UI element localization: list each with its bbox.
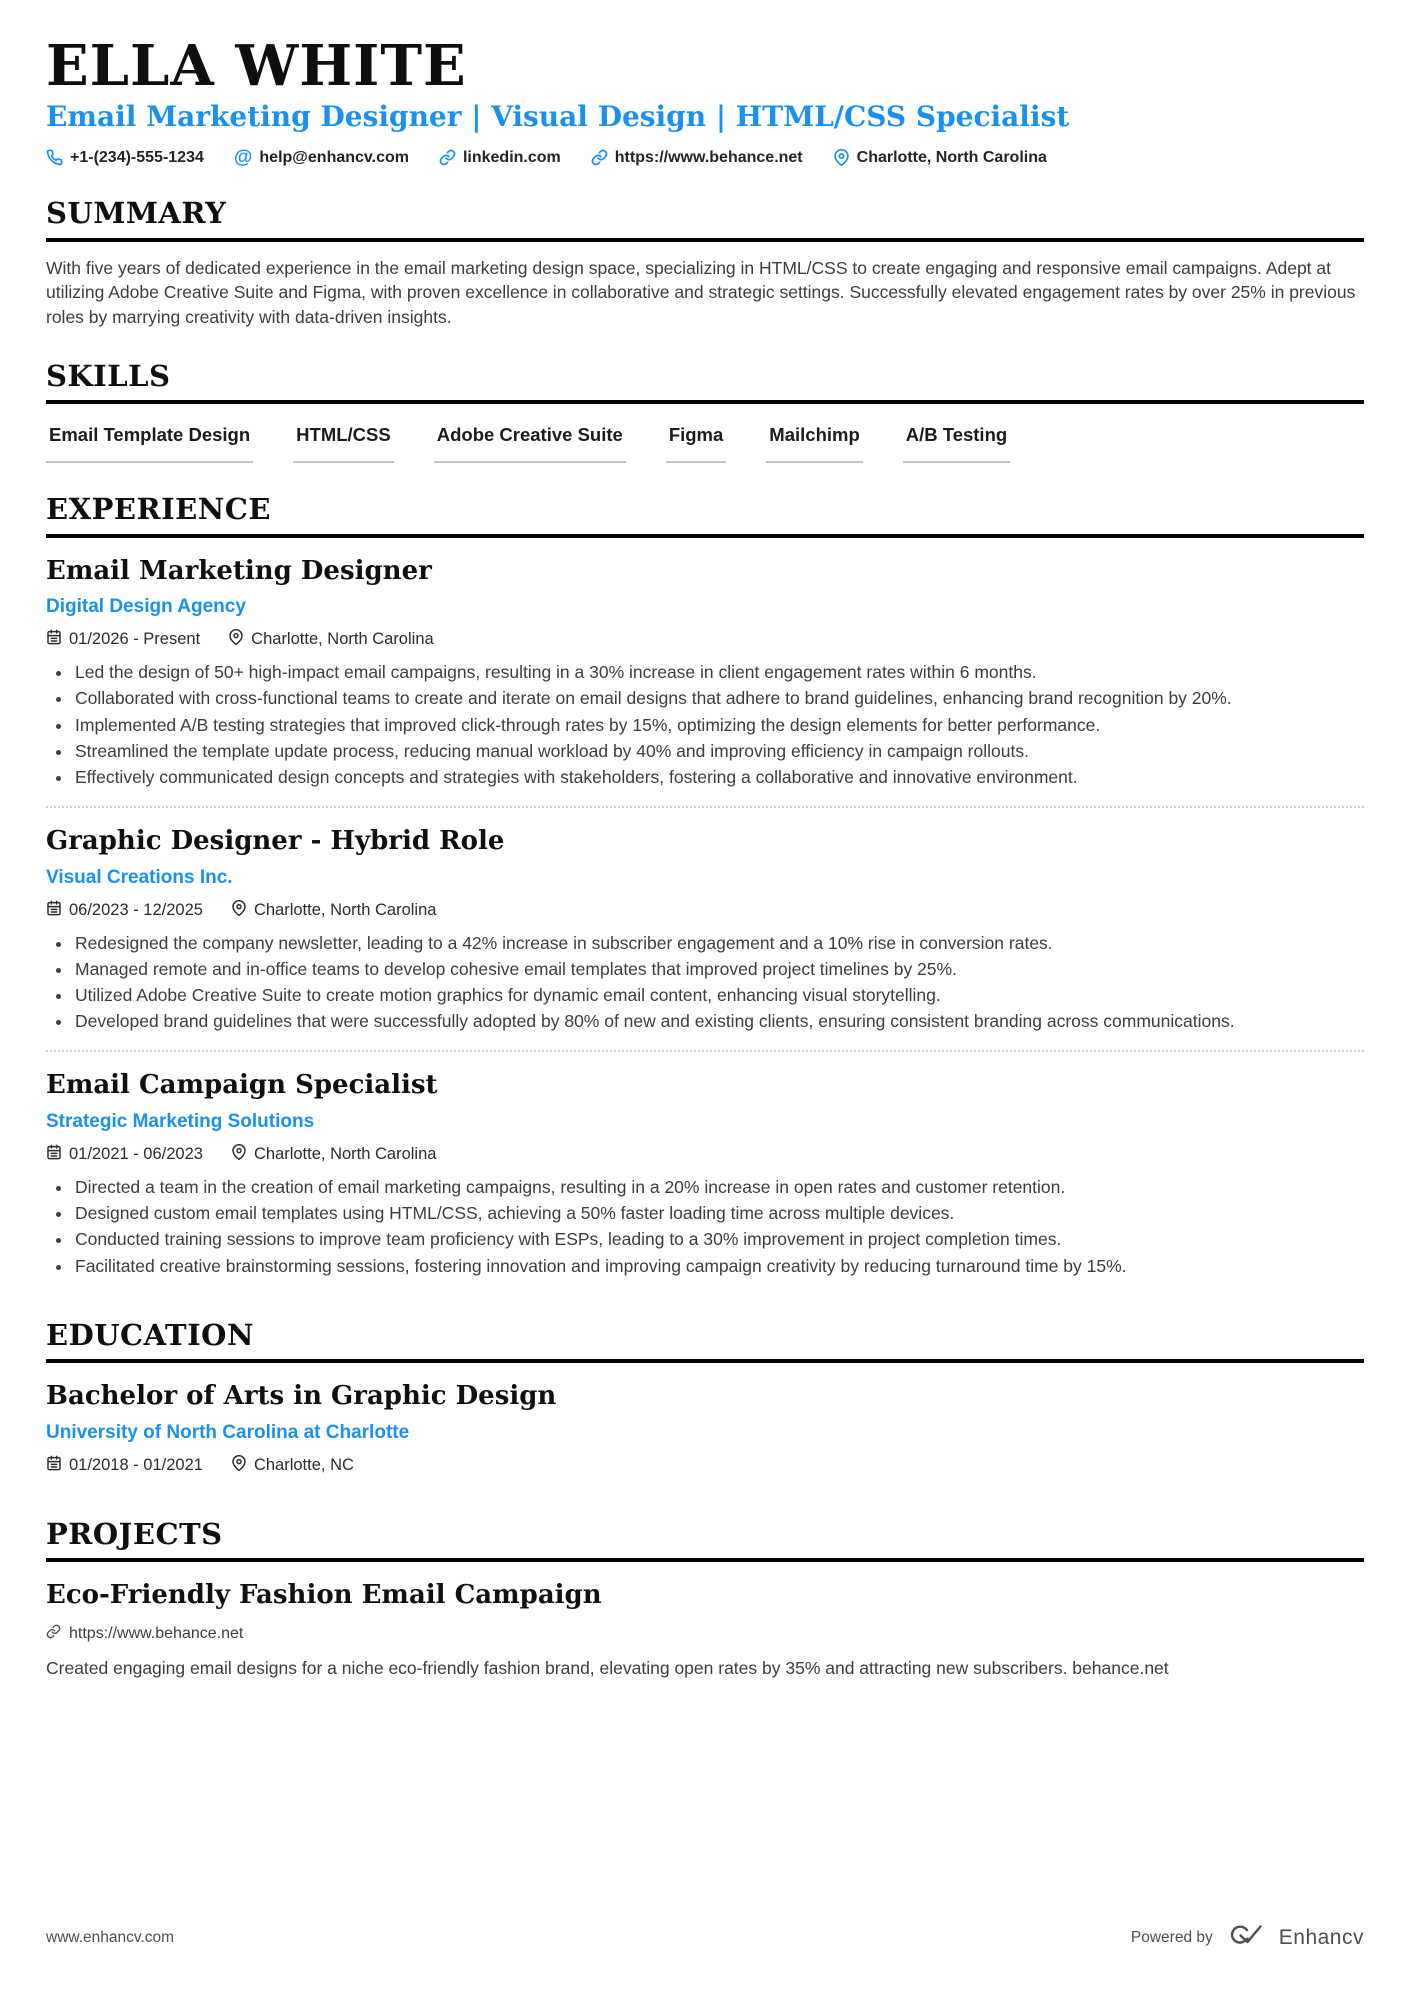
phone-icon [46, 149, 63, 166]
location-icon [231, 1144, 247, 1165]
calendar-icon [46, 1144, 62, 1165]
skills-row [46, 424, 1364, 463]
job-divider [46, 806, 1364, 808]
job-company: Digital Design Agency [46, 596, 246, 618]
person-name: ELLA WHITE [46, 33, 467, 99]
job-divider [46, 1050, 1364, 1052]
project-description: Created engaging email designs for a niche eco-friendly fashion brand, elevating open rates by 35% and attracting new subscribers. behance.net [46, 1658, 1169, 1679]
job-location [228, 629, 434, 650]
contact-location-label: Charlotte, North Carolina [856, 148, 1047, 166]
job-meta-row [46, 900, 1364, 921]
education-meta-row [46, 1455, 1364, 1476]
location-icon [231, 900, 247, 921]
job-bullet: • Facilitated creative brainstorming sessions, fostering innovation and improving campaign creativity by reducing turnaround time by 15%. [73, 1254, 1364, 1279]
contact-row [46, 148, 1364, 167]
projects-section [46, 1518, 1364, 1682]
project-title: Eco-Friendly Fashion Email Campaign [46, 1579, 602, 1610]
job-title: Email Campaign Specialist [46, 1070, 438, 1101]
page-footer [46, 1922, 1364, 1953]
job-bullet: • Directed a team in the creation of email marketing campaigns, resulting in a 20% increase in open rates and customer retention. [73, 1175, 1364, 1200]
education-dates [46, 1455, 203, 1476]
calendar-icon [46, 1455, 62, 1476]
job-dates-label: 01/2026 - Present [69, 630, 201, 649]
project-url: https://www.behance.net [69, 1625, 244, 1643]
project-link[interactable] [46, 1624, 1364, 1644]
job-dates-label: 01/2021 - 06/2023 [69, 1144, 203, 1163]
job-bullets [46, 660, 1364, 790]
job-meta-row [46, 1144, 1364, 1165]
job-company: Visual Creations Inc. [46, 866, 233, 888]
job-bullet: • Developed brand guidelines that were successfully adopted by 80% of new and existing clients, ensuring consistent branding across communications. [73, 1009, 1364, 1034]
contact-linkedin-label: linkedin.com [462, 148, 561, 166]
powered-by-label: Powered by [1130, 1928, 1213, 1946]
job-location-label: Charlotte, North Carolina [253, 1144, 437, 1163]
location-icon [228, 629, 244, 650]
skill-item: HTML/CSS [293, 424, 394, 463]
job-location-label: Charlotte, North Carolina [253, 900, 437, 919]
job-bullet: • Redesigned the company newsletter, leading to a 42% increase in subscriber engagement and a 10% rise in conversion rates. [73, 931, 1364, 956]
enhancv-logo [1225, 1922, 1267, 1953]
education-section [46, 1319, 1364, 1476]
experience-heading: EXPERIENCE [46, 493, 1364, 537]
job-dates-label: 06/2023 - 12/2025 [69, 900, 203, 919]
job-bullet: • Led the design of 50+ high-impact email campaigns, resulting in a 30% increase in client engagement rates within 6 months. [73, 660, 1364, 685]
skills-heading: SKILLS [46, 360, 1364, 404]
job-title: Graphic Designer - Hybrid Role [46, 826, 505, 857]
job-dates [46, 629, 200, 650]
education-heading: EDUCATION [46, 1319, 1364, 1363]
experience-entry [46, 555, 1364, 790]
footer-branding [1131, 1922, 1364, 1953]
education-degree: Bachelor of Arts in Graphic Design [46, 1381, 557, 1412]
calendar-icon [46, 900, 62, 921]
job-bullet: • Streamlined the template update process, reducing manual workload by 40% and improving efficiency in campaign rollouts. [73, 739, 1364, 764]
job-bullets [46, 1175, 1364, 1279]
job-meta-row [46, 629, 1364, 650]
job-location [231, 1144, 437, 1165]
summary-heading: SUMMARY [46, 197, 1364, 241]
projects-heading: PROJECTS [46, 1518, 1364, 1562]
contact-behance[interactable] [591, 149, 803, 167]
job-bullets [46, 931, 1364, 1035]
education-dates-label: 01/2018 - 01/2021 [69, 1455, 203, 1474]
job-bullet: • Implemented A/B testing strategies that improved click-through rates by 15%, optimizing the design elements for better performance. [73, 713, 1364, 738]
location-icon [833, 149, 850, 166]
job-location [231, 900, 437, 921]
skill-item: Adobe Creative Suite [434, 424, 626, 463]
job-dates [46, 1144, 203, 1165]
contact-phone[interactable] [46, 149, 204, 167]
job-company: Strategic Marketing Solutions [46, 1110, 315, 1132]
education-location-label: Charlotte, NC [253, 1455, 354, 1474]
contact-location [833, 149, 1047, 167]
location-icon [231, 1455, 247, 1476]
job-bullet: • Designed custom email templates using HTML/CSS, achieving a 50% faster loading time across multiple devices. [73, 1201, 1364, 1226]
experience-entry [46, 825, 1364, 1034]
contact-linkedin[interactable] [439, 149, 561, 167]
enhancv-wordmark[interactable]: Enhancv [1278, 1925, 1364, 1949]
education-location [231, 1455, 354, 1476]
person-headline: Email Marketing Designer | Visual Design | HTML/CSS Specialist [46, 99, 1070, 133]
footer-site[interactable]: www.enhancv.com [46, 1928, 175, 1946]
job-dates [46, 900, 203, 921]
summary-text: With five years of dedicated experience in the email marketing design space, specializing in HTML/CSS to create engaging and responsive email campaigns. Adept at utilizing Adobe Creative Suite and Figma, with proven excellence in collaborative and strategic settings. Successfully elevated engagement rates by over 25% in previous roles by marrying creativity with data-driven insights. [46, 257, 1356, 328]
at-icon: @ [233, 147, 253, 169]
contact-behance-label: https://www.behance.net [614, 148, 803, 166]
job-location-label: Charlotte, North Carolina [251, 630, 434, 649]
link-icon [439, 149, 456, 166]
experience-section [46, 493, 1364, 1278]
job-bullet: • Utilized Adobe Creative Suite to create motion graphics for dynamic email content, enhancing visual storytelling. [73, 983, 1364, 1008]
education-school: University of North Carolina at Charlotte [46, 1421, 410, 1443]
skills-section [46, 360, 1364, 463]
skill-item: A/B Testing [903, 424, 1010, 463]
summary-section [46, 197, 1364, 330]
job-bullet: • Collaborated with cross-functional teams to create and iterate on email designs that adhere to brand guidelines, enhancing brand recognition by 20%. [73, 686, 1364, 711]
experience-entry [46, 1069, 1364, 1278]
skill-item: Figma [666, 424, 726, 463]
job-bullet: • Managed remote and in-office teams to develop cohesive email templates that improved project timelines by 25%. [73, 957, 1364, 982]
link-icon [46, 1624, 61, 1644]
skill-item: Mailchimp [766, 424, 862, 463]
job-title: Email Marketing Designer [46, 555, 432, 586]
skill-item: Email Template Design [46, 424, 253, 463]
job-bullet: • Conducted training sessions to improve team proficiency with ESPs, leading to a 30% improvement in project completion times. [73, 1227, 1364, 1252]
job-bullet: • Effectively communicated design concepts and strategies with stakeholders, fostering a collaborative and innovative environment. [73, 765, 1364, 790]
contact-phone-label: +1-(234)-555-1234 [70, 148, 204, 166]
calendar-icon [46, 629, 62, 650]
contact-email-label: help@enhancv.com [259, 148, 409, 166]
contact-email[interactable] [234, 148, 409, 167]
link-icon [591, 149, 608, 166]
